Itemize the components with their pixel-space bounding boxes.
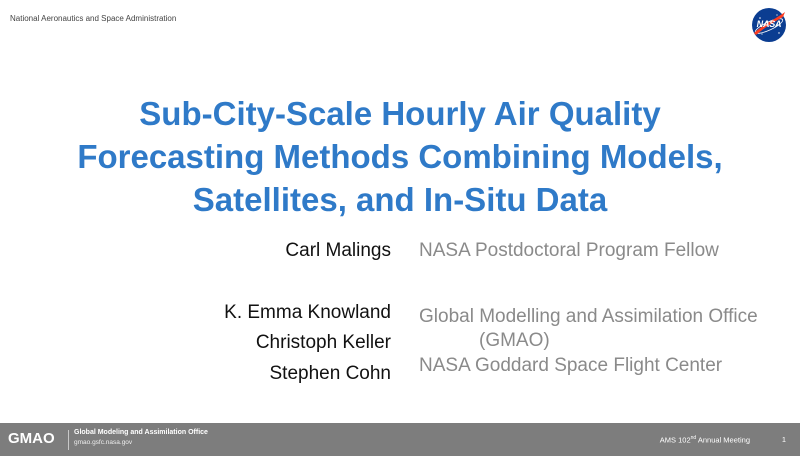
nasa-logo-text: NASA <box>756 19 782 29</box>
nasa-logo <box>750 6 788 44</box>
gmao-logo: GMAO <box>8 430 55 447</box>
primary-affiliation: NASA Postdoctoral Program Fellow <box>419 240 719 261</box>
slide-title <box>20 92 780 221</box>
agency-name: National Aeronautics and Space Administration <box>10 14 177 23</box>
office-name: Global Modeling and Assimilation Office <box>74 429 208 436</box>
office-url: gmao.gsfc.nasa.gov <box>74 439 133 446</box>
page-number: 1 <box>781 435 786 444</box>
coauthor-2: Christoph Keller <box>255 332 391 353</box>
footer-bar <box>0 423 800 456</box>
title-line-2: Forecasting Methods Combining Models, <box>77 138 723 175</box>
title-line-3: Satellites, and In-Situ Data <box>192 181 608 218</box>
primary-author: Carl Malings <box>285 240 391 261</box>
footer-divider <box>68 430 69 450</box>
coauthor-affiliation-line-3: NASA Goddard Space Flight Center <box>419 355 723 376</box>
coauthor-1: K. Emma Knowland <box>224 302 391 323</box>
title-line-1: Sub-City-Scale Hourly Air Quality <box>139 95 661 132</box>
coauthor-affiliation-line-2: (GMAO) <box>479 330 550 351</box>
coauthor-affiliation-line-1: Global Modelling and Assimilation Office <box>419 306 758 327</box>
meeting-name: AMS 102nd Annual Meeting <box>659 435 750 445</box>
coauthor-3: Stephen Cohn <box>269 363 391 384</box>
